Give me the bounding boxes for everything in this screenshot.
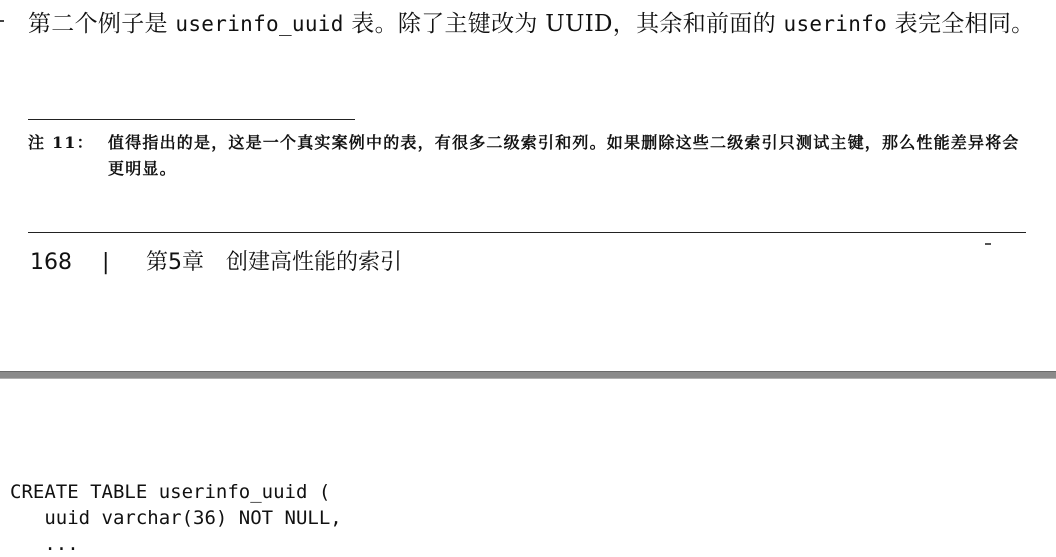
page-divider (0, 371, 1056, 379)
code-block (10, 479, 342, 557)
code-line-3: ... (10, 533, 79, 555)
paragraph-text-3: 表完全相同。 (887, 11, 1035, 37)
margin-mark (0, 20, 4, 22)
footnote-label: 注 11： (28, 133, 94, 152)
chapter-number: 第5章 (146, 250, 204, 275)
paragraph-text-2: 表。除了主键改为 UUID，其余和前面的 (343, 11, 784, 37)
footer-separator: | (102, 250, 110, 275)
code-line-1: CREATE TABLE userinfo_uuid ( (10, 481, 331, 503)
page-footer (30, 248, 402, 278)
body-paragraph (28, 4, 1038, 44)
book-page-lower (0, 379, 1056, 557)
footer-rule (28, 232, 1026, 233)
code-term-userinfo-uuid: userinfo_uuid (175, 12, 344, 36)
code-term-userinfo: userinfo (783, 12, 888, 36)
chapter-title: 创建高性能的索引 (226, 250, 403, 275)
scan-speck (985, 243, 991, 245)
page-number: 168 (30, 250, 72, 275)
footnote-text: 值得指出的是，这是一个真实案例中的表，有很多二级索引和列。如果删除这些二级索引只测试主键，那么性能差异将会更明显。 (108, 133, 1020, 178)
paragraph-text-1: 第二个例子是 (28, 11, 176, 37)
footnote-separator (28, 119, 355, 120)
code-line-2: uuid varchar(36) NOT NULL, (10, 507, 342, 529)
